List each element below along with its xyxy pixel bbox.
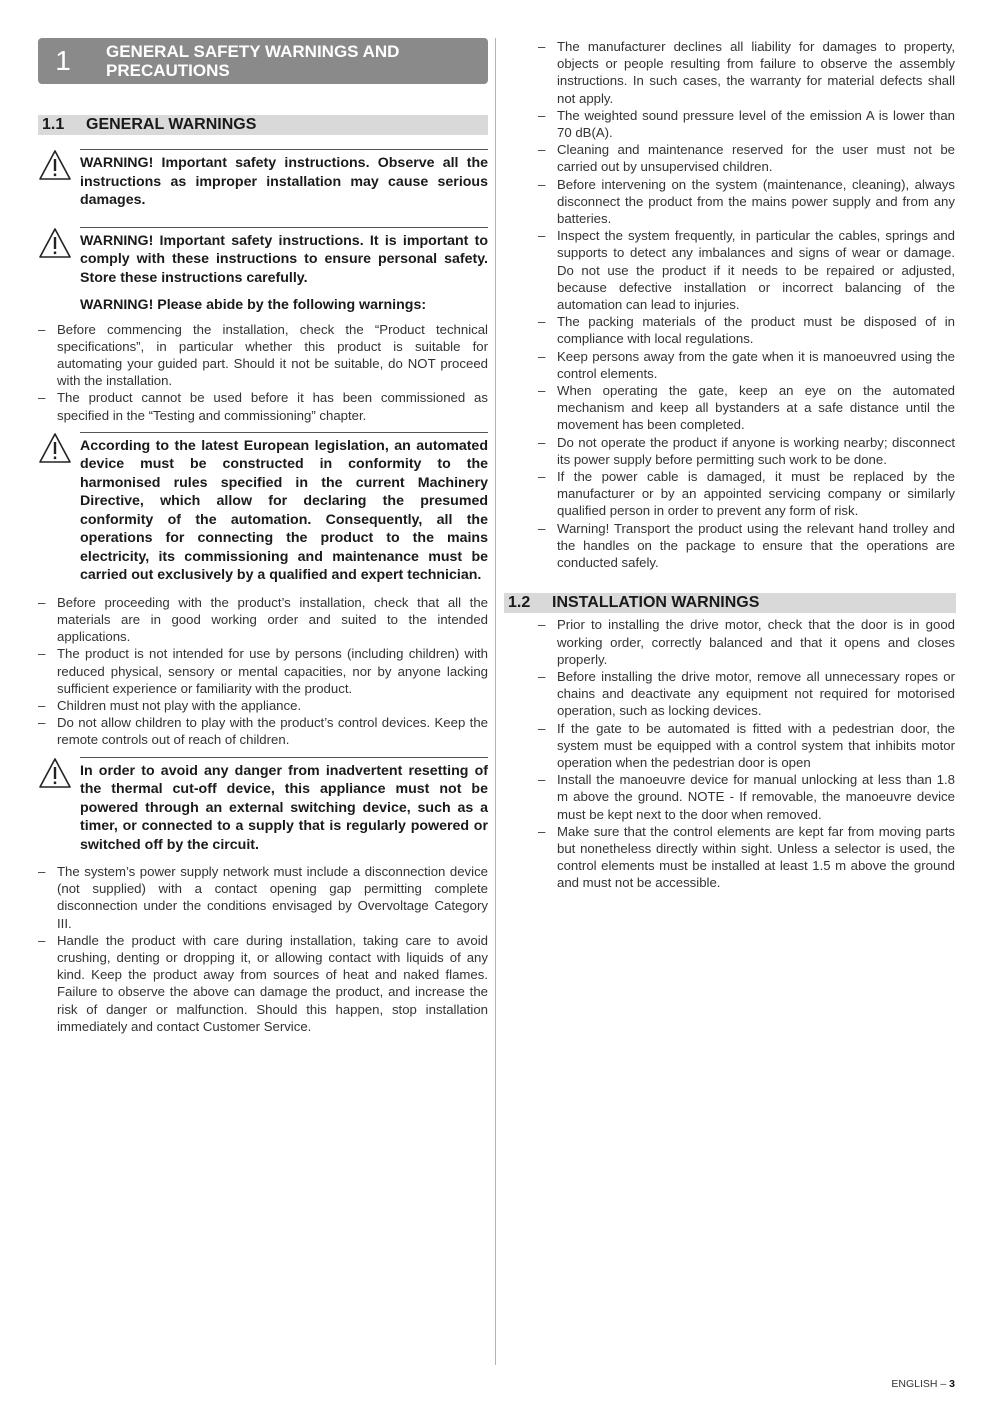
warning-block-1: [38, 149, 488, 210]
column-divider: [495, 38, 496, 1365]
warning-block-2: [38, 227, 488, 288]
list-item: – When operating the gate, keep an eye on the automated mechanism and keep all bystanders at a safe distance until the movement has been completed.: [538, 382, 955, 434]
warning-text-1: WARNING! Important safety instructions. Observe all the instructions as improper installation may cause serious damages.: [80, 155, 488, 208]
section-heading-installation-warnings: 1.2 INSTALLATION WARNINGS: [504, 593, 956, 613]
list-item: – The weighted sound pressure level of the emission A is lower than 70 dB(A).: [538, 107, 955, 141]
list-item: – Children must not play with the appliance.: [38, 697, 488, 714]
list-item: – Do not allow children to play with the product’s control devices. Keep the remote controls out of reach of children.: [38, 714, 488, 748]
list-item: – Do not operate the product if anyone is working nearby; disconnect its power supply before permitting such work to be done.: [538, 434, 955, 468]
list-item: – If the gate to be automated is fitted with a pedestrian door, the system must be equipped with a control system that inhibits motor operation when the pedestrian door is open: [538, 720, 955, 772]
list-e: [538, 616, 955, 891]
list-item: – Before proceeding with the product’s installation, check that all the materials are in good working order and suited to the intended applications.: [38, 594, 488, 646]
list-item: – Prior to installing the drive motor, check that the door is in good working order, correctly balanced and that it opens and closes properly.: [538, 616, 955, 668]
section-heading-general-warnings: 1.1 GENERAL WARNINGS: [38, 115, 488, 135]
list-b: [38, 594, 488, 749]
left-column: [38, 38, 488, 1035]
warning-triangle-icon: [38, 149, 80, 210]
list-item: – The manufacturer declines all liability for damages to property, objects or people resulting from failure to observe the assembly instructions. In such cases, the warranty for material defects shall not apply.: [538, 38, 955, 107]
list-item: – Make sure that the control elements are kept far from moving parts but nonetheless directly within sight. Unless a selector is used, the control elements must be installed at least 1.5 m above the ground and must not be accessible.: [538, 823, 955, 892]
list-item: – The packing materials of the product must be disposed of in compliance with local regulations.: [538, 313, 955, 347]
chapter-title: GENERAL SAFETY WARNINGS AND PRECAUTIONS: [106, 42, 400, 80]
list-item: – The system’s power supply network must include a disconnection device (not supplied) with a contact opening gap permitting complete disconnection under the conditions envisaged by Overvoltage Category III.: [38, 863, 488, 932]
list-item: – Before intervening on the system (maintenance, cleaning), always disconnect the product from the mains power supply and from any batteries.: [538, 176, 955, 228]
list-item: – The product is not intended for use by persons (including children) with reduced physical, sensory or mental capacities, nor by anyone lacking sufficient experience or familiarity with the product.: [38, 645, 488, 697]
list-item: – Inspect the system frequently, in particular the cables, springs and supports to detect any imbalances and signs of wear or damage. Do not use the product if it needs to be repaired or adjusted, because defective installation or incorrect balancing of the automation can lead to injuries.: [538, 227, 955, 313]
list-item: – Before commencing the installation, check the “Product technical specifications”, in particular whether this product is suitable for automating your guided part. Should it not be suitable, do NOT proceed with the installation.: [38, 321, 488, 390]
list-a: [38, 321, 488, 424]
page-number: 3: [949, 1378, 955, 1390]
warning-block-4: [38, 757, 488, 855]
list-item: – Install the manoeuvre device for manual unlocking at less than 1.8 m above the ground. NOTE - If removable, the manoeuvre device must be kept next to the door when removed.: [538, 771, 955, 823]
list-item: – Handle the product with care during installation, taking care to avoid crushing, denting or dropping it, or allowing contact with liquids of any kind. Keep the product away from sources of heat and naked flames. Failure to observe the above can damage the product, and increase the risk of danger or malfunction. Should this happen, stop installation immediately and contact Customer Service.: [38, 932, 488, 1035]
list-item: – Before installing the drive motor, remove all unnecessary ropes or chains and deactivate any equipment not required for motorised operation, such as locking devices.: [538, 668, 955, 720]
abide-heading: WARNING! Please abide by the following warnings:: [80, 297, 427, 313]
warning-text-3: According to the latest European legislation, an automated device must be constructed in conformity to the harmonised rules specified in the current Machinery Directive, which allow for declaring the presumed conformity of the automation. Consequently, all the operations for connecting the product to the mains electricity, its commissioning and maintenance must be carried out exclusively by a qualified and expert technician.: [80, 437, 488, 584]
chapter-number: 1: [55, 45, 71, 76]
list-item: – The product cannot be used before it has been commissioned as specified in the “Testing and commissioning” chapter.: [38, 389, 488, 423]
warning-text-2: WARNING! Important safety instructions. It is important to comply with these instructions to ensure personal safety. Store these instructions carefully.: [80, 232, 488, 286]
right-column: [508, 38, 955, 892]
list-d: [538, 38, 955, 571]
page-footer: [891, 1378, 955, 1390]
list-c: [38, 863, 488, 1035]
list-item: – Cleaning and maintenance reserved for the user must not be carried out by unsupervised children.: [538, 141, 955, 175]
list-item: – If the power cable is damaged, it must be replaced by the manufacturer or by an appointed servicing company or similarly qualified person in order to prevent any form of risk.: [538, 468, 955, 520]
warning-text-4: In order to avoid any danger from inadvertent resetting of the thermal cut-off device, this appliance must not be powered through an external switching device, such as a timer, or connected to a supply that is regularly powered or switched off by the circuit.: [80, 762, 488, 853]
list-item: – Keep persons away from the gate when it is manoeuvred using the control elements.: [538, 348, 955, 382]
warning-triangle-icon: [38, 432, 80, 585]
chapter-header: [38, 38, 488, 84]
warning-block-3: [38, 432, 488, 585]
warning-triangle-icon: [38, 227, 80, 288]
list-item: – Warning! Transport the product using the relevant hand trolley and the handles on the package to ensure that the operations are conducted safely.: [538, 520, 955, 572]
footer-language: ENGLISH –: [891, 1378, 950, 1390]
warning-triangle-icon: [38, 757, 80, 855]
